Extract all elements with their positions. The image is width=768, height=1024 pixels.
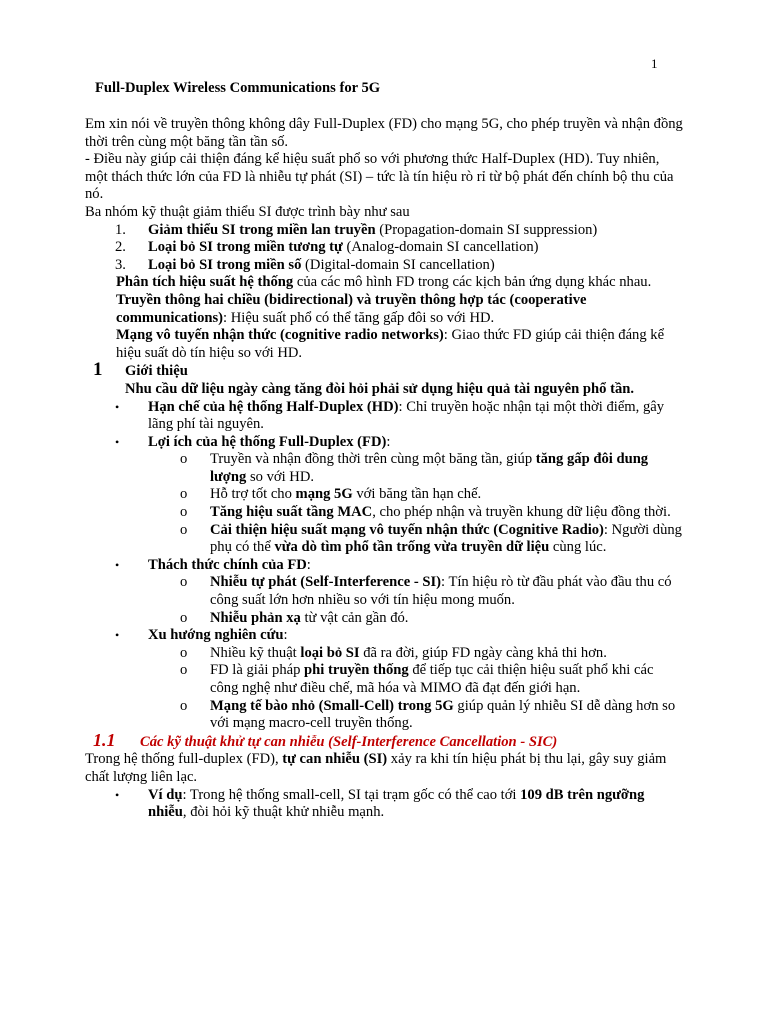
sub-bold: loại bỏ SI bbox=[300, 644, 360, 661]
section-number: 1.1 bbox=[93, 729, 116, 750]
sub-marker: o bbox=[180, 574, 188, 591]
sub-bold: tăng gấp đôi dung lượng bbox=[210, 451, 649, 485]
analysis-bold: Mạng vô tuyến nhận thức (cognitive radio networks) bbox=[116, 327, 444, 344]
sub-text: Truyền và nhận đồng thời trên cùng một băng tần, giúp bbox=[210, 451, 536, 468]
sub-bold: vừa dò tìm phổ tần trống vừa truyền dữ liệu bbox=[274, 539, 550, 556]
sub-bold: Mạng tế bào nhỏ (Small-Cell) trong 5G bbox=[210, 697, 454, 714]
section-description: Nhu cầu dữ liệu ngày càng tăng đòi hỏi phải sử dụng hiệu quả tài nguyên phổ tần. bbox=[125, 380, 635, 397]
sub-marker: o bbox=[180, 644, 188, 661]
sub-bold: Nhiễu tự phát (Self-Interference - SI) bbox=[210, 574, 442, 591]
sub-bold: Nhiễu phản xạ bbox=[210, 609, 301, 626]
bullet-bold: Hạn chế của hệ thống Half-Duplex (HD) bbox=[148, 398, 399, 415]
page-number: 1 bbox=[651, 56, 658, 71]
sub-text: Nhiều kỹ thuật bbox=[210, 644, 301, 661]
section-title: Các kỹ thuật khử tự can nhiễu (Self-Interference Cancellation - SIC) bbox=[140, 733, 558, 750]
sub-marker: o bbox=[180, 697, 188, 714]
list-item-text: (Analog-domain SI cancellation) bbox=[342, 239, 539, 256]
sub-text: từ vật cản gần đó. bbox=[300, 609, 409, 626]
list-item-bold: Loại bỏ SI trong miền số bbox=[148, 256, 302, 273]
list-item-text: (Digital-domain SI cancellation) bbox=[301, 256, 495, 273]
sub-marker: o bbox=[180, 504, 188, 521]
sub-item bbox=[85, 645, 685, 663]
list-item bbox=[85, 257, 685, 275]
document-body bbox=[85, 116, 685, 822]
bullet-bold: 109 dB trên ngưỡng nhiễu bbox=[148, 786, 645, 821]
sub-bold: phi truyền thống bbox=[304, 662, 409, 679]
list-item bbox=[85, 222, 685, 240]
list-item bbox=[85, 239, 685, 257]
bullet-marker: • bbox=[115, 434, 120, 449]
section-number: 1 bbox=[93, 359, 103, 381]
sub-text: , cho phép nhận và truyền khung dữ liệu đồng thời. bbox=[372, 504, 671, 521]
sub-text: cùng lúc. bbox=[549, 539, 607, 556]
analysis-text: của các mô hình FD trong các kịch bản ứng dụng khác nhau. bbox=[293, 274, 652, 291]
analysis-paragraph bbox=[85, 274, 685, 292]
sub-bold: Tăng hiệu suất tầng MAC bbox=[210, 504, 373, 521]
bullet-text: : bbox=[283, 627, 288, 644]
bullet-item bbox=[85, 627, 685, 645]
bullet-text: : bbox=[306, 556, 311, 573]
body-bold: tự can nhiễu (SI) bbox=[282, 751, 388, 768]
bullet-text: : Chỉ truyền hoặc nhận tại một thời điểm, gây lãng phí tài nguyên. bbox=[148, 398, 665, 433]
sub-text: FD là giải pháp bbox=[210, 662, 305, 679]
analysis-bold: Phân tích hiệu suất hệ thống bbox=[116, 274, 294, 291]
sub-bold: mạng 5G bbox=[295, 486, 353, 503]
bullet-bold: Lợi ích của hệ thống Full-Duplex (FD) bbox=[148, 433, 387, 450]
bullet-marker: • bbox=[115, 628, 120, 643]
bullet-text: , đòi hỏi kỹ thuật khử nhiễu mạnh. bbox=[182, 804, 385, 821]
body-text: Trong hệ thống full-duplex (FD), bbox=[85, 751, 283, 768]
sub-text: : Tín hiệu rò từ đầu phát vào đầu thu có công suất lớn hơn nhiều so với tín hiệu mong muốn. bbox=[210, 574, 672, 609]
sub-item bbox=[85, 451, 685, 486]
bullet-bold: Xu hướng nghiên cứu bbox=[148, 627, 284, 644]
bullet-text: : Trong hệ thống small-cell, SI tại trạm gốc có thể cao tới bbox=[182, 786, 521, 803]
sub-item bbox=[85, 610, 685, 628]
analysis-paragraph bbox=[85, 292, 685, 327]
document-title: Full-Duplex Wireless Communications for 5G bbox=[95, 80, 381, 96]
bullet-text: : bbox=[386, 433, 391, 450]
analysis-text: : Giao thức FD giúp cải thiện đáng kể hiệu suất dò tín hiệu so với HD. bbox=[116, 327, 665, 361]
intro-paragraph: Ba nhóm kỹ thuật giảm thiểu SI được trình bày như sau bbox=[85, 203, 410, 220]
list-number: 1. bbox=[115, 221, 126, 238]
sub-item bbox=[85, 574, 685, 609]
sub-marker: o bbox=[180, 486, 188, 503]
body-paragraph bbox=[85, 751, 685, 786]
intro-paragraph: Em xin nói về truyền thông không dây Full-Duplex (FD) cho mạng 5G, cho phép truyền và nhận đồng thời trên cùng một băng tần tần số. bbox=[85, 116, 683, 150]
body-text: xảy ra khi tín hiệu phát bị thu lại, gây suy giảm chất lượng liên lạc. bbox=[85, 751, 667, 785]
list-number: 2. bbox=[115, 239, 126, 256]
sub-text: giúp quản lý nhiễu SI dễ dàng hơn so với mạng macro-cell truyền thống. bbox=[210, 697, 676, 732]
sub-text: : Người dùng phụ có thể bbox=[210, 521, 682, 556]
list-item-bold: Giảm thiểu SI trong miền lan truyền bbox=[148, 221, 376, 238]
bullet-bold: Thách thức chính của FD bbox=[148, 556, 307, 573]
analysis-paragraph bbox=[85, 327, 685, 362]
bullet-item bbox=[85, 434, 685, 452]
bullet-marker: • bbox=[115, 787, 120, 802]
sub-item bbox=[85, 486, 685, 504]
section-title: Giới thiệu bbox=[125, 363, 188, 380]
bullet-item bbox=[85, 557, 685, 575]
sub-text: đã ra đời, giúp FD ngày càng khả thi hơn. bbox=[359, 644, 607, 661]
intro-paragraph: - Điều này giúp cải thiện đáng kể hiệu suất phổ so với phương thức Half-Duplex (HD). Tuy nhiên, một thách thức lớn của FD là nhiễu tự phát (SI) – tức là tín hiệu rò rỉ từ bộ phát đến chính bộ thu của nó. bbox=[85, 151, 674, 203]
list-item-text: (Propagation-domain SI suppression) bbox=[375, 221, 598, 238]
sub-text: để tiếp tục cải thiện hiệu suất phổ khi các công nghệ như điều chế, mã hóa và MIMO đã đạt đến giới hạn. bbox=[210, 662, 654, 696]
sub-marker: o bbox=[180, 662, 188, 679]
section-heading-2 bbox=[85, 729, 685, 752]
bullet-marker: • bbox=[115, 399, 120, 414]
sub-bold: Cải thiện hiệu suất mạng vô tuyến nhận thức (Cognitive Radio) bbox=[210, 521, 604, 538]
bullet-bold: Ví dụ bbox=[148, 786, 183, 803]
analysis-bold: Truyền thông hai chiều (bidirectional) và truyền thông hợp tác (cooperative communications) bbox=[116, 291, 587, 326]
sub-item bbox=[85, 522, 685, 557]
sub-item bbox=[85, 504, 685, 522]
section-heading-1 bbox=[85, 359, 685, 381]
sub-text: Hỗ trợ tốt cho bbox=[210, 486, 296, 503]
analysis-text: : Hiệu suất phổ có thể tăng gấp đôi so với HD. bbox=[223, 309, 495, 326]
sub-text: với băng tần hạn chế. bbox=[352, 486, 482, 503]
sub-text: so với HD. bbox=[246, 468, 315, 485]
sub-marker: o bbox=[180, 451, 188, 468]
sub-item bbox=[85, 662, 685, 697]
sub-marker: o bbox=[180, 609, 188, 626]
sub-marker: o bbox=[180, 521, 188, 538]
list-number: 3. bbox=[115, 256, 126, 273]
bullet-item bbox=[85, 399, 685, 434]
bullet-item bbox=[85, 787, 685, 822]
bullet-marker: • bbox=[115, 557, 120, 572]
list-item-bold: Loại bỏ SI trong miền tương tự bbox=[148, 239, 343, 256]
sub-item bbox=[85, 698, 685, 733]
